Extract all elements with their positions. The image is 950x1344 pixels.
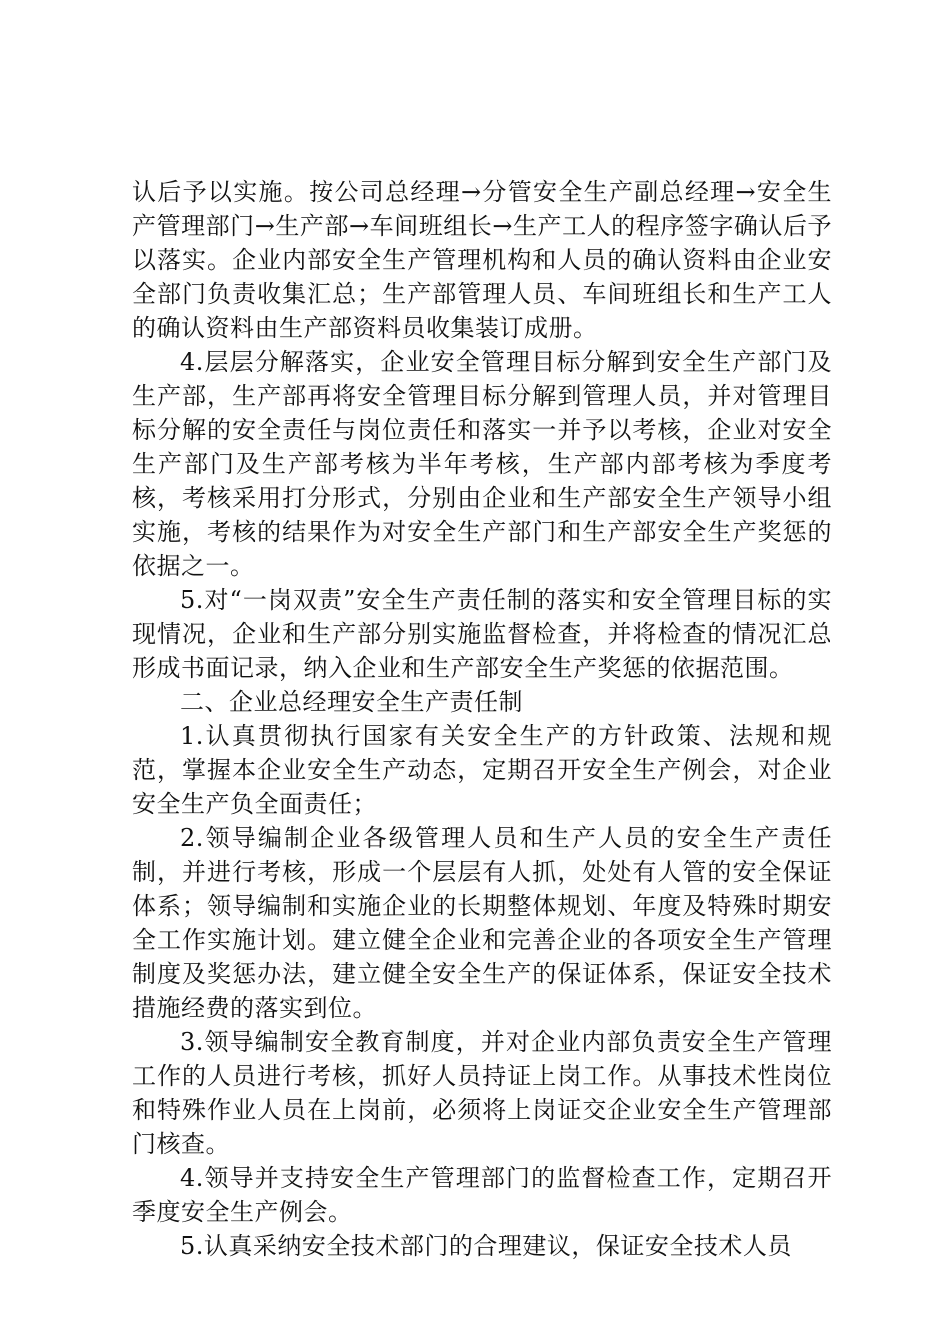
paragraph-continuation: 认后予以实施。按公司总经理→分管安全生产副总经理→安全生产管理部门→生产部→车间班组长→生产工人的程序签字确认后予以落实。企业内部安全生产管理机构和人员的确认资料由企业安全部门负责收集汇总；生产部管理人员、车间班组长和生产工人的确认资料由生产部资料员收集装订成册。 [132, 178, 832, 342]
paragraph-item-4: 4.层层分解落实，企业安全管理目标分解到安全生产部门及生产部，生产部再将安全管理目标分解到管理人员，并对管理目标分解的安全责任与岗位责任和落实一并予以考核，企业对安全生产部门及生产部考核为半年考核，生产部内部考核为季度考核，考核采用打分形式，分别由企业和生产部安全生产领导小组实施，考核的结果作为对安全生产部门和生产部安全生产奖惩的依据之一。 [132, 348, 832, 580]
paragraph-duty-3: 3.领导编制安全教育制度，并对企业内部负责安全生产管理工作的人员进行考核，抓好人员持证上岗工作。从事技术性岗位和特殊作业人员在上岗前，必须将上岗证交企业安全生产管理部门核查。 [132, 1028, 832, 1158]
paragraph-item-5: 5.对“一岗双责”安全生产责任制的落实和安全管理目标的实现情况，企业和生产部分别实施监督检查，并将检查的情况汇总形成书面记录，纳入企业和生产部安全生产奖惩的依据范围。 [132, 586, 832, 682]
document-body [132, 175, 832, 1263]
paragraph-duty-1: 1.认真贯彻执行国家有关安全生产的方针政策、法规和规范，掌握本企业安全生产动态，定期召开安全生产例会，对企业安全生产负全面责任； [132, 722, 832, 818]
section-heading: 二、企业总经理安全生产责任制 [180, 688, 523, 716]
paragraph-duty-2: 2.领导编制企业各级管理人员和生产人员的安全生产责任制，并进行考核，形成一个层层有人抓，处处有人管的安全保证体系；领导编制和实施企业的长期整体规划、年度及特殊时期安全工作实施计划。建立健全企业和完善企业的各项安全生产管理制度及奖惩办法，建立健全安全生产的保证体系，保证安全技术措施经费的落实到位。 [132, 824, 832, 1022]
paragraph-duty-4: 4.领导并支持安全生产管理部门的监督检查工作，定期召开季度安全生产例会。 [132, 1164, 832, 1226]
paragraph-duty-5: 5.认真采纳安全技术部门的合理建议，保证安全技术人员 [180, 1232, 792, 1260]
